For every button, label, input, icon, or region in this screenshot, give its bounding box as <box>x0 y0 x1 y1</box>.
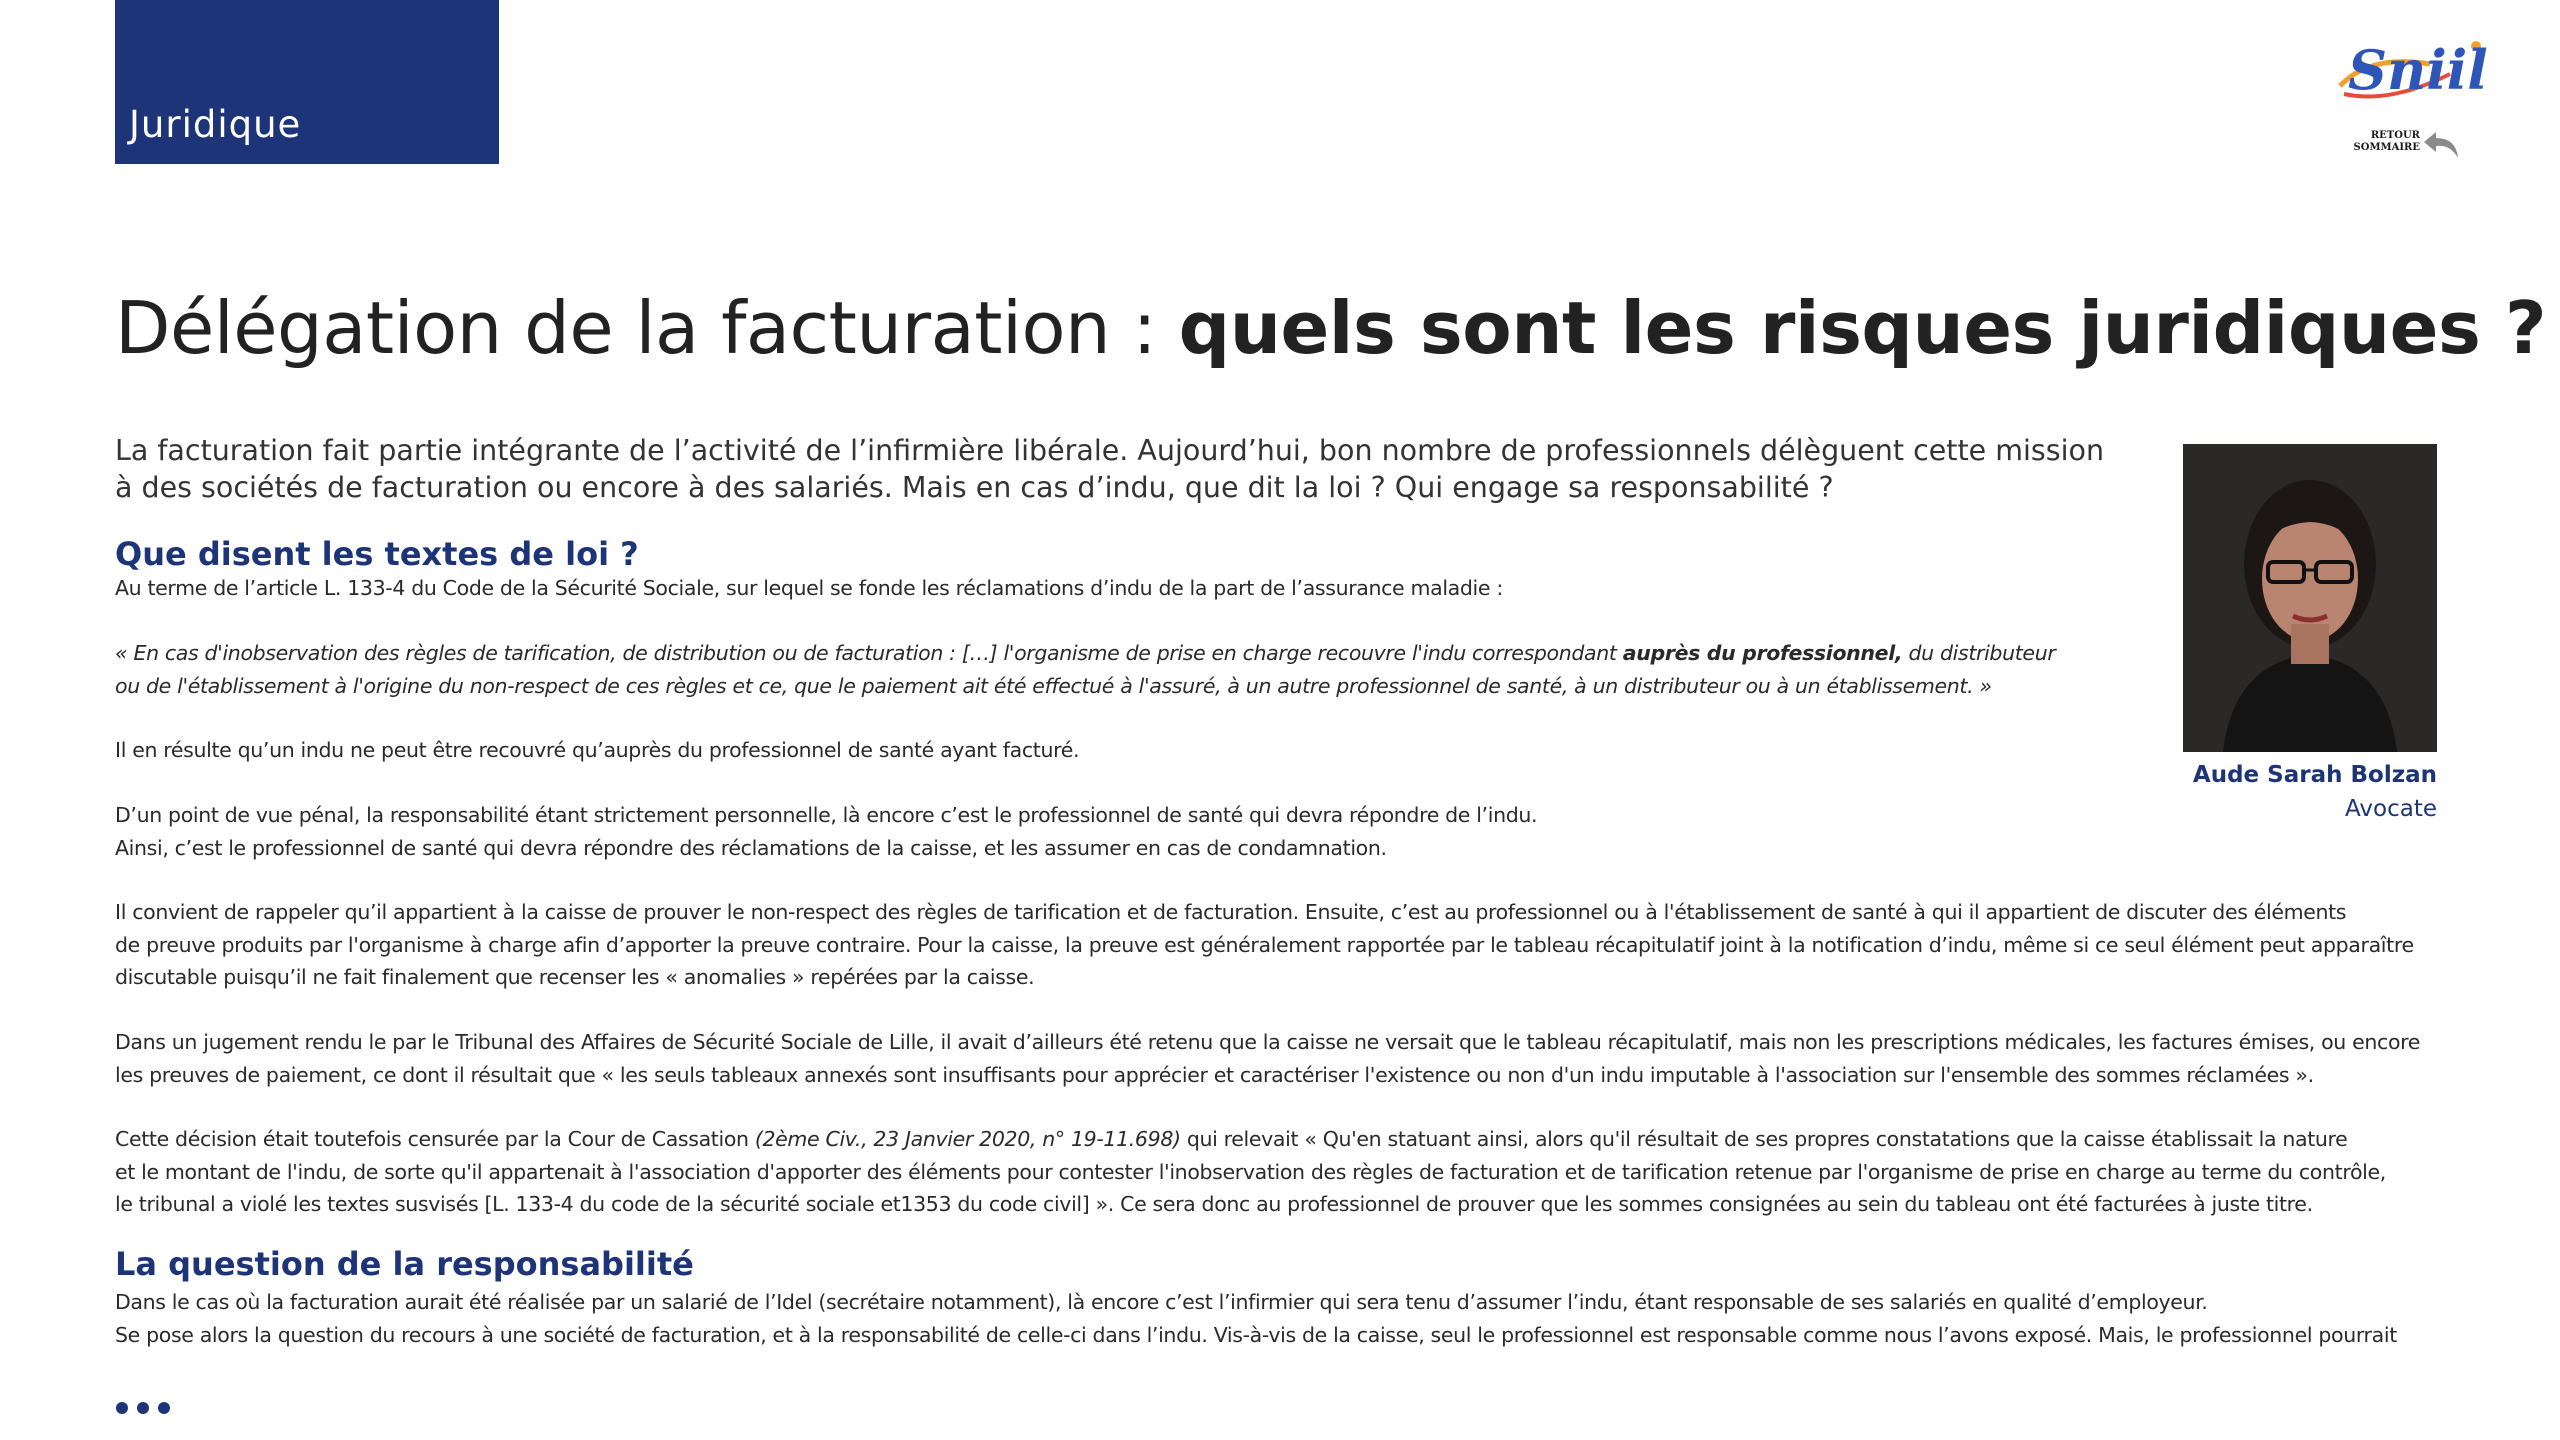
author-role: Avocate <box>2345 796 2437 822</box>
back-to-summary-label: RETOUR SOMMAIRE <box>2353 130 2420 153</box>
section-heading-law: Que disent les textes de loi ? <box>115 535 639 573</box>
return-arrow-icon <box>2422 128 2460 160</box>
paragraph-responsibility: Dans le cas où la facturation aurait été réalisée par un salarié de l’Idel (secrétaire notamment), là encore c’est l’infirmier qui sera tenu d’assumer l’indu, étant responsable de ses salariés en qualité d’employeur. Se pose alors la question du recours à une société de facturation, et à la responsabilité de celle-ci dans l’indu. Vis-à-vis de la caisse, seul le professionnel est responsable comme nous l’avons exposé. Mais, le professionnel pourrait <box>115 1290 2397 1347</box>
paragraph-proof: Il convient de rappeler qu’il appartient à la caisse de prouver le non-respect des règles de tarification et de facturation. Ensuite, c’est au professionnel ou à l'établissement de santé à qui il appartient de discuter des éléments de preuve produits par l'organisme à charge afin d’apporter la preuve contraire. Pour la caisse, la preuve est généralement rapportée par le tableau récapitulatif joint à la notification d’indu, même si ce seul élément peut apparaître discutable puisqu’il ne fait finalement que recenser les « anomalies » repérées par la caisse. <box>115 900 2414 989</box>
paragraph-result: Il en résulte qu’un indu ne peut être recouvré qu’auprès du professionnel de santé ayant facturé. <box>115 738 1080 762</box>
sniil-logo-text: Sniil <box>2348 38 2488 102</box>
section-tag-label: Juridique <box>129 103 302 146</box>
paragraph-article: Au terme de l’article L. 133-4 du Code de la Sécurité Sociale, sur lequel se fonde les réclamations d’indu de la part de l’assurance maladie : <box>115 576 1503 600</box>
paragraph-cassation: Cette décision était toutefois censurée par la Cour de Cassation (2ème Civ., 23 Janvier 2020, n° 19-11.698) qui relevait « Qu'en statuant ainsi, alors qu'il résultait de ses propres constatations que la caisse établissait la nature et le montant de l'indu, de sorte qu'il appartenait à l'association d'apporter des éléments pour contester l'inobservation des règles de facturation et de tarification retenue par l'organisme de prise en charge au terme du contrôle, le tribunal a violé les textes susvisés [L. 133-4 du code de la sécurité sociale et1353 du code civil] ». Ce sera donc au professionnel de prouver que les sommes consignées au sein du tableau ont été facturées à juste titre. <box>115 1127 2386 1216</box>
paragraph-judgment: Dans un jugement rendu le par le Tribunal des Affaires de Sécurité Sociale de Lille, il avait d’ailleurs été retenu que la caisse ne versait que le tableau récapitulatif, mais non les prescriptions médicales, les factures émises, ou encore les preuves de paiement, ce dont il résultait que « les seuls tableaux annexés sont insuffisants pour apprécier et caractériser l'existence ou non d'un indu imputable à l'association sur l'ensemble des sommes réclamées ». <box>115 1030 2421 1087</box>
section-tag <box>115 0 499 164</box>
back-to-summary-link[interactable] <box>2340 128 2460 162</box>
author-photo <box>2183 444 2437 752</box>
legal-quote: « En cas d'inobservation des règles de tarification, de distribution ou de facturation : […] l'organisme de prise en charge recouvre l'indu correspondant auprès du professionnel, du distributeur ou de l'établissement à l'origine du non-respect de ces règles et ce, que le paiement ait été effectué à l'assuré, à un autre professionnel de santé, à un distributeur ou à un établissement. » <box>115 641 2056 698</box>
author-name: Aude Sarah Bolzan <box>2192 762 2437 788</box>
intro-paragraph: La facturation fait partie intégrante de l’activité de l’infirmière libérale. Aujourd’hui, bon nombre de professionnels délèguent cette mission à des sociétés de facturation ou encore à des salariés. Mais en cas d’indu, que dit la loi ? Qui engage sa responsabilité ? <box>115 434 2105 504</box>
more-dots-icon[interactable] <box>115 1401 171 1415</box>
page-title: Délégation de la facturation : quels sont les risques juridiques ? <box>115 286 2547 370</box>
section-heading-responsibility: La question de la responsabilité <box>115 1245 694 1283</box>
paragraph-penal: D’un point de vue pénal, la responsabilité étant strictement personnelle, là encore c’est le professionnel de santé qui devra répondre de l’indu. Ainsi, c’est le professionnel de santé qui devra répondre des réclamations de la caisse, et les assumer en cas de condamnation. <box>115 803 1538 860</box>
sniil-logo[interactable] <box>2330 34 2490 124</box>
